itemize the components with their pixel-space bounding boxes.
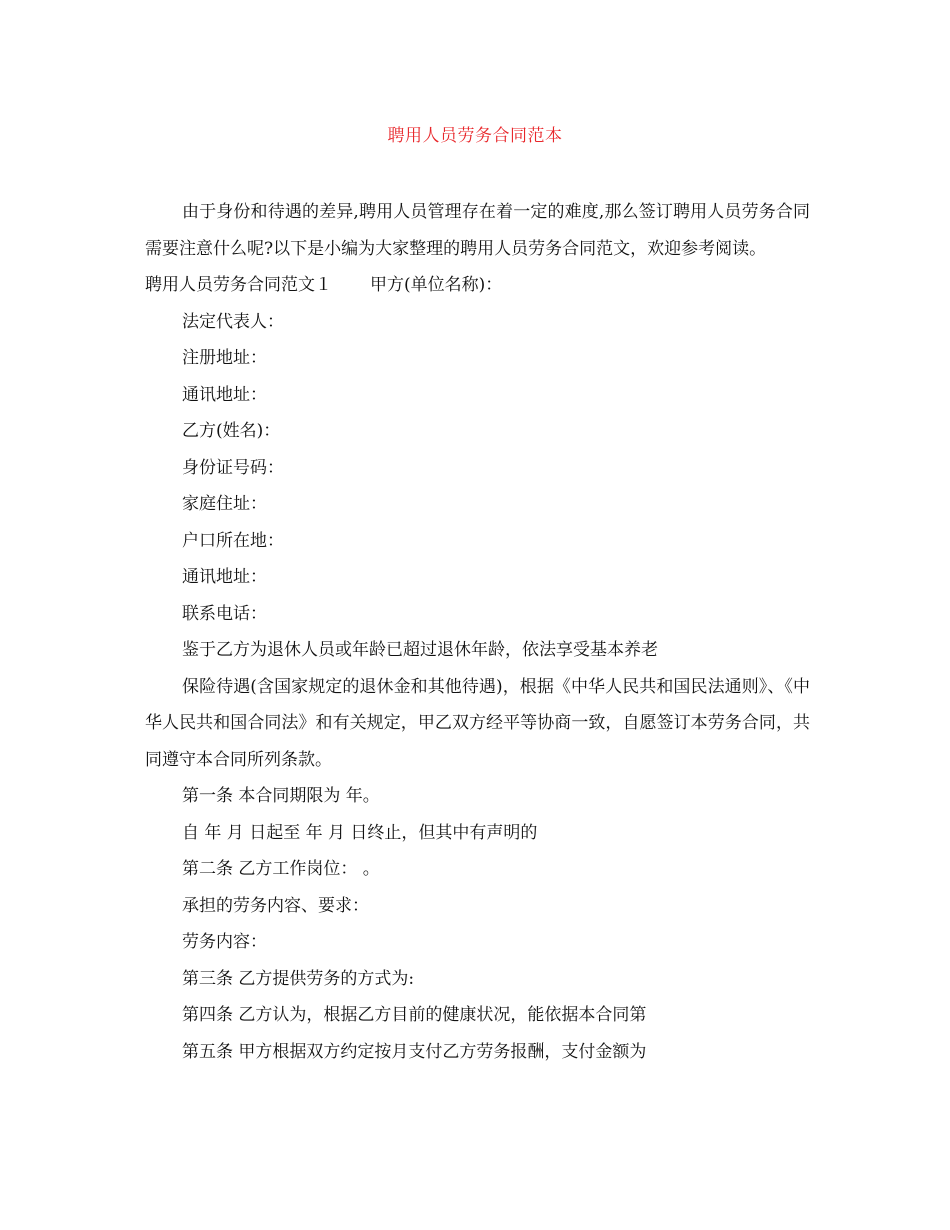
document-body [145,194,810,1070]
sample-heading-line [145,267,810,304]
field-phone: 联系电话： [182,603,267,624]
document-title: 聘用人员劳务合同范本 [387,126,563,146]
sample-heading: 聘用人员劳务合同范文１ [145,275,332,295]
field-registered-address: 注册地址： [182,348,267,368]
field-legal-representative: 法定代表人： [182,311,284,332]
retirement-paragraph-line1: 鉴于乙方为退休人员或年龄已超过退休年龄，依法享受基本养老 [182,640,658,660]
clause-4: 第四条 乙方认为，根据乙方目前的健康状况，能依据本合同第 [182,1005,647,1025]
field-mailing-address-a: 通讯地址： [182,384,267,405]
field-household-registration: 户口所在地： [182,530,284,551]
field-home-address: 家庭住址： [182,494,267,514]
clause-2: 第二条 乙方工作岗位： 。 [182,859,380,879]
clause-1-term: 自 年 月 日起至 年 月 日终止，但其中有声明的 [182,822,538,843]
intro-paragraph: 由于身份和待遇的差异,聘用人员管理存在着一定的难度,那么签订聘用人员劳务合同需要注意什么呢?以下是小编为大家整理的聘用人员劳务合同范文，欢迎参考阅读。 [145,202,810,259]
retirement-paragraph-line2: 保险待遇(含国家规定的退休金和其他待遇)，根据《中华人民共和国民法通则》、《中华人民共和国合同法》和有关规定，甲乙双方经平等协商一致，自愿签订本劳务合同，共同遵守本合同所列条款。 [145,676,810,770]
clause-2-duties: 承担的劳务内容、要求： [182,895,369,916]
clause-2-content: 劳务内容： [182,932,267,952]
field-mailing-address-b: 通讯地址： [182,567,267,587]
clause-5: 第五条 甲方根据双方约定按月支付乙方劳务报酬，支付金额为 [182,1041,647,1062]
field-id-number: 身份证号码： [182,457,284,478]
clause-3: 第三条 乙方提供劳务的方式为: [182,968,415,989]
party-a-label: 甲方(单位名称)： [370,275,503,295]
clause-1: 第一条 本合同期限为 年。 [182,786,380,806]
field-party-b-name: 乙方(姓名)： [182,421,281,441]
